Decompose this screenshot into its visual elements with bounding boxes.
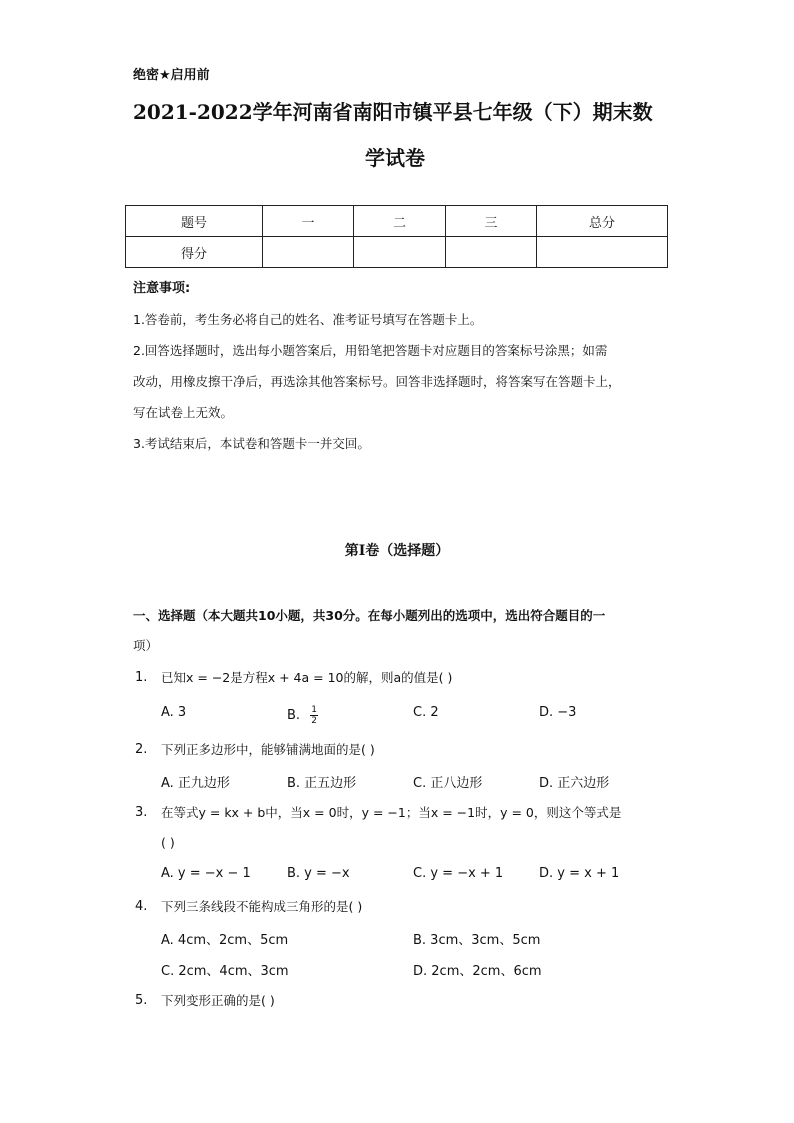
question-3-text-continued: ( ) [161,835,175,850]
question-1-number: 1. [135,670,148,685]
notice-item-2-line2: 改动，用橡皮擦干净后，再选涂其他答案标号。回答非选择题时，将答案写在答题卡上， [133,374,621,389]
score-cell: 一 [263,206,354,237]
part-one-instructions-line1 [133,606,605,624]
question-2-option-d: D. 正六边形 [539,776,610,791]
exam-title-line2: 学试卷 [365,146,425,170]
question-4-option-b: B. 3cm、3cm、5cm [413,933,541,948]
notice-item-2-line1: 2.回答选择题时，选出每小题答案后，用铅笔把答题卡对应题目的答案标号涂黑；如需 [133,343,608,358]
question-2-number: 2. [135,742,148,757]
question-2-text: 下列正多边形中，能够铺满地面的是( ) [161,742,375,757]
score-cell [446,237,537,268]
score-cell: 二 [354,206,446,237]
question-3-text: 在等式y = kx + b中，当x = 0时，y = −1；当x = −1时，y = 0，则这个等式是 [161,805,622,820]
option-b-label: B. [287,708,301,723]
score-table [125,205,668,268]
fraction-denominator: 2 [311,716,317,726]
question-1-option-b [287,705,318,726]
question-3-option-d: D. y = x + 1 [539,866,620,881]
question-4-option-a: A. 4cm、2cm、5cm [161,933,289,948]
question-4-text: 下列三条线段不能构成三角形的是( ) [161,899,363,914]
question-3-option-c: C. y = −x + 1 [413,866,504,881]
question-1-option-a: A. 3 [161,705,187,720]
score-table-header-row [126,206,668,237]
fraction-numerator: 1 [311,705,317,715]
notice-item-1: 1.答卷前，考生务必将自己的姓名、准考证号填写在答题卡上。 [133,312,483,327]
score-cell: 总分 [537,206,668,237]
question-2-option-a: A. 正九边形 [161,776,230,791]
question-5-number: 5. [135,993,148,1008]
exam-title-line1: 2021-2022学年河南省南阳市镇平县七年级（下）期末数 [133,100,653,124]
score-cell [537,237,668,268]
question-1-text: 已知x = −2是方程x + 4a = 10的解，则a的值是( ) [161,670,453,685]
part-one-instructions-line2: 项） [133,638,159,653]
notice-item-2-line3: 写在试卷上无效。 [133,405,234,420]
question-3-number: 3. [135,805,148,820]
notice-heading: 注意事项: [133,281,191,296]
section-title: 第I卷（选择题） [344,543,450,559]
score-cell: 三 [446,206,537,237]
notice-item-3: 3.考试结束后，本试卷和答题卡一并交回。 [133,436,370,451]
question-2-option-b: B. 正五边形 [287,776,357,791]
score-cell [263,237,354,268]
question-3-option-b: B. y = −x [287,866,350,881]
fraction-one-half [310,705,318,726]
question-4-option-c: C. 2cm、4cm、3cm [161,964,289,979]
question-1-option-d: D. −3 [539,705,577,720]
question-4-option-d: D. 2cm、2cm、6cm [413,964,542,979]
score-table-score-row [126,237,668,268]
score-cell: 题号 [126,206,263,237]
question-5-text: 下列变形正确的是( ) [161,993,275,1008]
score-cell: 得分 [126,237,263,268]
question-2-option-c: C. 正八边形 [413,776,483,791]
question-1-option-c: C. 2 [413,705,439,720]
score-cell [354,237,446,268]
secret-mark: 绝密★启用前 [133,68,210,83]
part-one-instructions-text: 一、选择题（本大题共10小题，共30分。在每小题列出的选项中，选出符合题目的一 [133,608,606,623]
question-3-option-a: A. y = −x − 1 [161,866,251,881]
question-4-number: 4. [135,899,148,914]
